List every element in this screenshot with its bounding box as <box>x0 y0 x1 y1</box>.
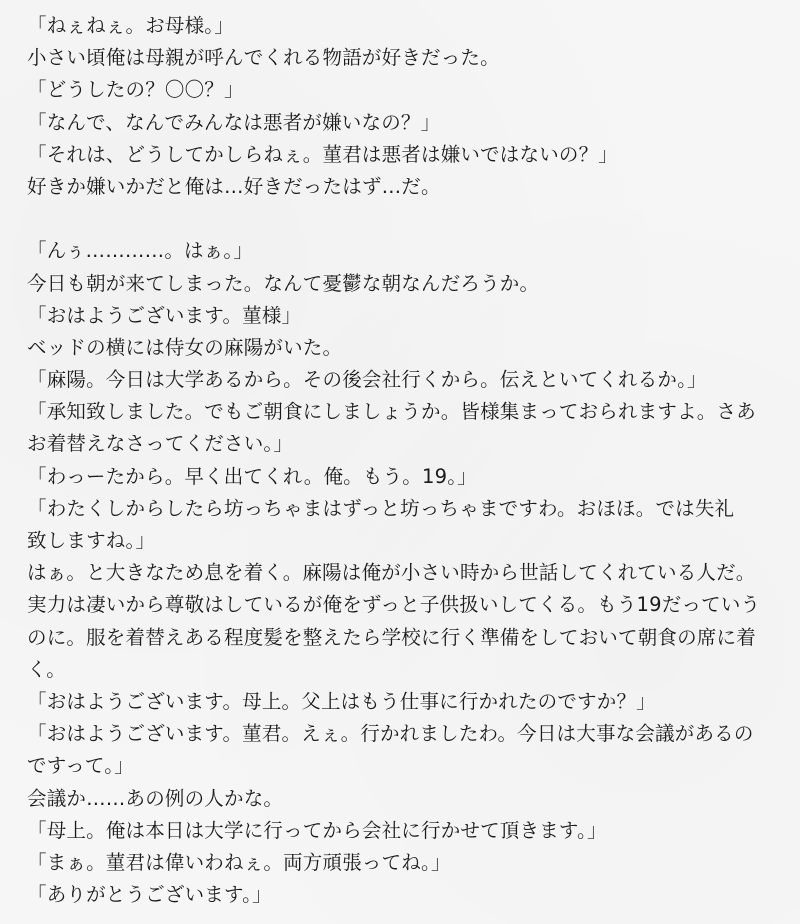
text-line: 今日も朝が来てしまった。なんて憂鬱な朝なんだろうか。 <box>27 271 540 295</box>
text-line: お着替えなさってください。」 <box>27 432 294 456</box>
text-line: 「母上。俺は本日は大学に行ってから会社に行かせて頂きます。」 <box>27 818 607 842</box>
text-line: はぁ。と大きなため息を着く。麻陽は俺が小さい時から世話してくれている人だ。 <box>27 561 756 585</box>
text-line: 「わっーたから。早く出てくれ。俺。もう。19。」 <box>27 464 477 488</box>
text-line: 「麻陽。今日は大学あるから。その後会社行くから。伝えといてくれるか。」 <box>27 368 707 392</box>
text-line: のに。服を着替えある程度髪を整えたら学校に行く準備をしておいて朝食の席に着 <box>27 625 756 649</box>
blank-line <box>27 203 786 235</box>
text-line: 会議か……あの例の人かな。 <box>27 786 284 810</box>
text-line: 「ねぇねぇ。お母様。」 <box>27 14 234 37</box>
text-line: 「ありがとうございます。」 <box>27 883 272 907</box>
text-line: 致しますね。」 <box>27 529 156 552</box>
text-line: 「どうしたの？〇〇？」 <box>27 78 244 102</box>
text-line: 「承知致しました。でもご朝食にしましょうか。皆様集まっておられますよ。さあ <box>27 400 756 424</box>
text-line: 好きか嫌いかだと俺は…好きだったはず…だ。 <box>27 174 441 198</box>
text-line: 「なんで、なんでみんなは悪者が嫌いなの？」 <box>27 110 441 134</box>
text-line: 「んぅ…………。はぁ。」 <box>27 239 254 263</box>
text-line: 「おはようございます。母上。父上はもう仕事に行かれたのですか？」 <box>27 689 656 713</box>
text-line: 「まぁ。菫君は偉いわねぇ。両方頑張ってね。」 <box>27 850 451 874</box>
text-line: く。 <box>27 657 67 681</box>
text-line: 「おはようございます。菫様」 <box>27 303 302 327</box>
text-line: ベッドの横には侍女の麻陽がいた。 <box>27 335 343 359</box>
text-line: 「それは、どうしてかしらねぇ。菫君は悪者は嫌いではないの？」 <box>27 142 619 166</box>
text-line: 小さい頃俺は母親が呼んでくれる物語が好きだった。 <box>27 46 500 70</box>
text-line: ですって。」 <box>27 754 134 778</box>
text-line: 実力は凄いから尊敬はしているが俺をずっと子供扱いしてくる。もう19だっていう <box>27 593 761 617</box>
text-line: 「おはようございます。菫君。えぇ。行かれましたわ。今日は大事な会議があるの <box>27 722 754 746</box>
text-line: 「わたくしからしたら坊っちゃまはずっと坊っちゃまですわ。おほほ。では失礼 <box>27 496 735 520</box>
